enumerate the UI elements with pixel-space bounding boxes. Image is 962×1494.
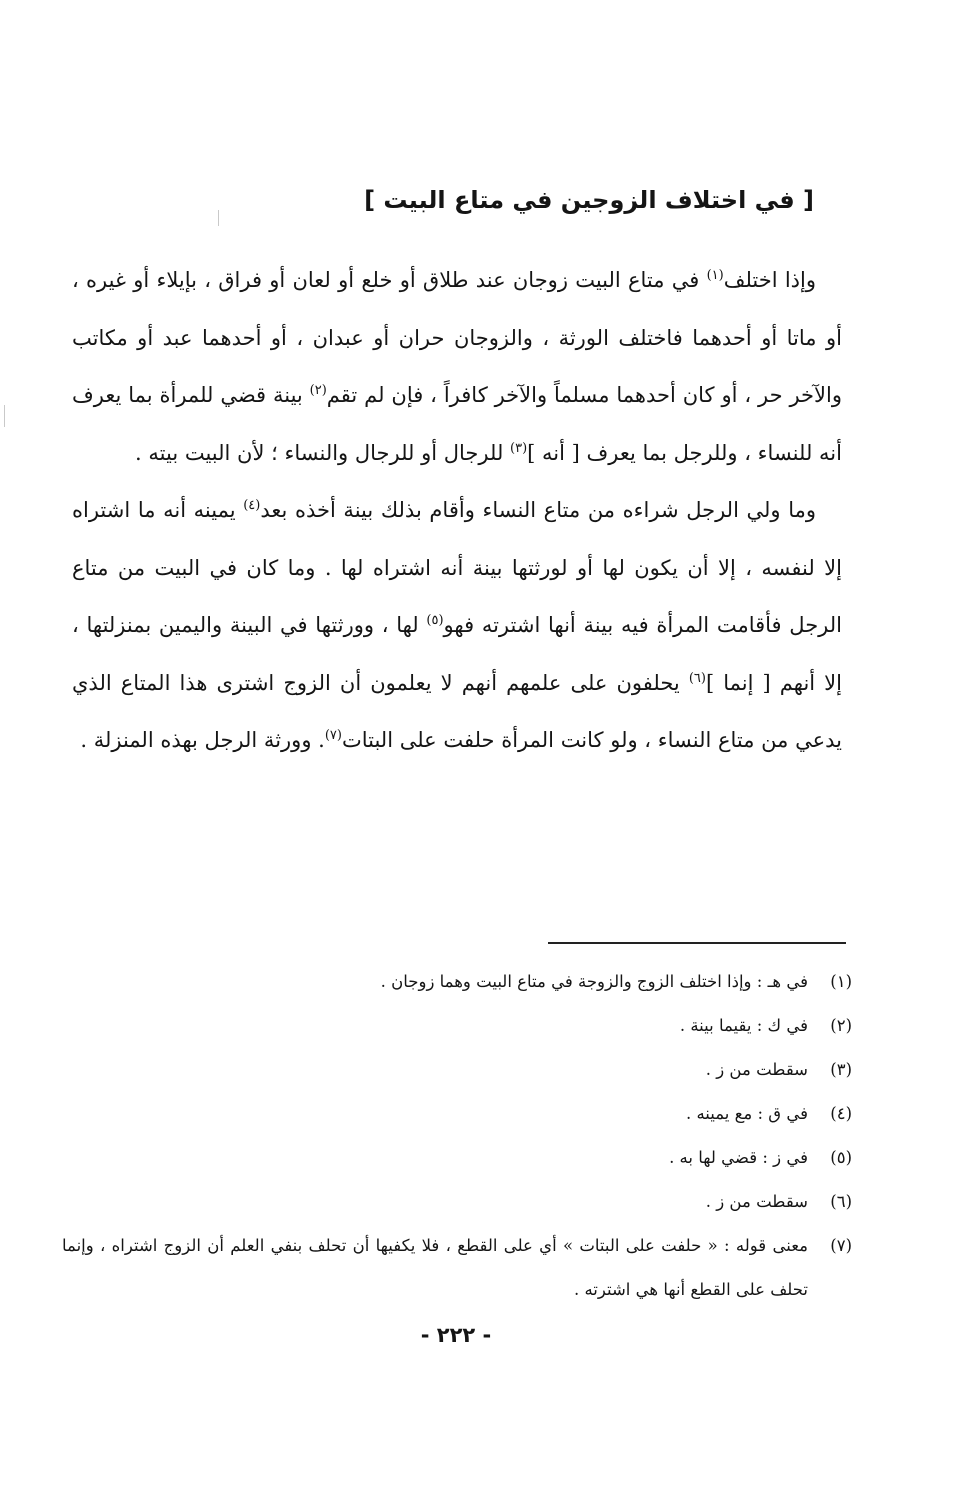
paragraph <box>72 252 842 482</box>
footnote-marker[interactable]: (٦) <box>688 670 706 686</box>
footnote <box>62 1136 852 1180</box>
footnote <box>62 960 852 1004</box>
footnote-text: في ق : مع يمينه . <box>685 1104 808 1123</box>
paragraph-text: للرجال أو للرجال والنساء ؛ لأن البيت بيته . <box>135 440 511 465</box>
paragraph-text: لها ، وورثتها في البينة واليمين بمنزلتها ، إلا أنهم [ إنما ] <box>72 613 842 695</box>
paragraph-text: وما ولي الرجل شراءه من متاع النساء وأقام بذلك بينة أخذه بعد <box>260 498 816 522</box>
footnote-marker[interactable]: (١) <box>706 268 724 283</box>
footnote <box>62 1224 852 1312</box>
footnote-number: (١) <box>830 972 852 991</box>
page-number: - ٢٢٢ - <box>420 1323 492 1347</box>
paragraph-text: في متاع البيت زوجان عند طلاق أو خلع أو لعان أو فراق ، بإيلاء أو غيره ، أو ماتا أو أحدهما فاختلف الورثة ، والزوجان حران أو عبدان ، أو أحدهما عبد أو مكاتب والآخر حر ، أو كان أحدهما مسلماً والآخر كافراً ، فإن لم تقم <box>72 268 842 407</box>
footnote-number: (٤) <box>830 1104 852 1123</box>
main-text <box>72 252 842 770</box>
paragraph-text: يمينه أنه ما اشتراه إلا لنفسه ، إلا أن يكون لها أو لورثتها بينة أنه اشتراه لها . وما كان في البيت من متاع الرجل فأقامت المرأة فيه بينة أنها اشترته فهو <box>72 498 843 637</box>
footnotes <box>62 960 852 1312</box>
paragraph-text: وإذا اختلف <box>723 268 816 292</box>
footnote <box>62 1004 852 1048</box>
footnote-text: معنى قوله : « حلفت على البتات » أي على القطع ، فلا يكفيها أن تحلف بنفي العلم أن الزوج اشتراه ، وإنما تحلف على القطع أنها هي اشترته . <box>62 1236 808 1299</box>
paragraph-text: . وورثة الرجل بهذه المنزلة . <box>80 728 325 752</box>
footnote-text: في هـ : وإذا اختلف الزوج والزوجة في متاع البيت وهما زوجان . <box>380 972 808 991</box>
footnote-text: سقطت من ز . <box>705 1192 808 1211</box>
paragraph-text: بينة قضي للمرأة بما يعرف أنه للنساء ، وللرجل بما يعرف [ أنه ] <box>72 383 842 465</box>
footnote-text: سقطت من ز . <box>705 1060 808 1079</box>
footnote-marker[interactable]: (٥) <box>426 613 444 628</box>
footnote-marker[interactable]: (٣) <box>510 440 528 456</box>
footnote-number: (٣) <box>830 1060 852 1079</box>
footnote-marker[interactable]: (٤) <box>243 498 261 513</box>
footnote-number: (٦) <box>830 1192 852 1211</box>
footnote-separator <box>548 942 846 944</box>
footnote-number: (٥) <box>830 1148 852 1167</box>
footnote-number: (٢) <box>830 1016 852 1035</box>
footnote-text: في ك : يقيما بينة . <box>679 1016 808 1035</box>
section-heading: [ في اختلاف الزوجين في متاع البيت ] <box>364 186 814 214</box>
scan-mark <box>4 405 5 427</box>
footnote-number: (٧) <box>830 1236 852 1255</box>
scan-mark <box>218 210 219 226</box>
paragraph-text: يحلفون على علمهم أنهم لا يعلمون أن الزوج اشترى هذا المتاع الذي يدعي من متاع النساء ، ولو كانت المرأة حلفت على البتات <box>72 670 842 752</box>
footnote-text: في ز : قضي لها به . <box>669 1148 808 1167</box>
footnote <box>62 1048 852 1092</box>
paragraph <box>72 482 842 770</box>
footnote-marker[interactable]: (٧) <box>324 728 342 743</box>
footnote-marker[interactable]: (٢) <box>309 383 327 398</box>
footnote <box>62 1092 852 1136</box>
footnote <box>62 1180 852 1224</box>
